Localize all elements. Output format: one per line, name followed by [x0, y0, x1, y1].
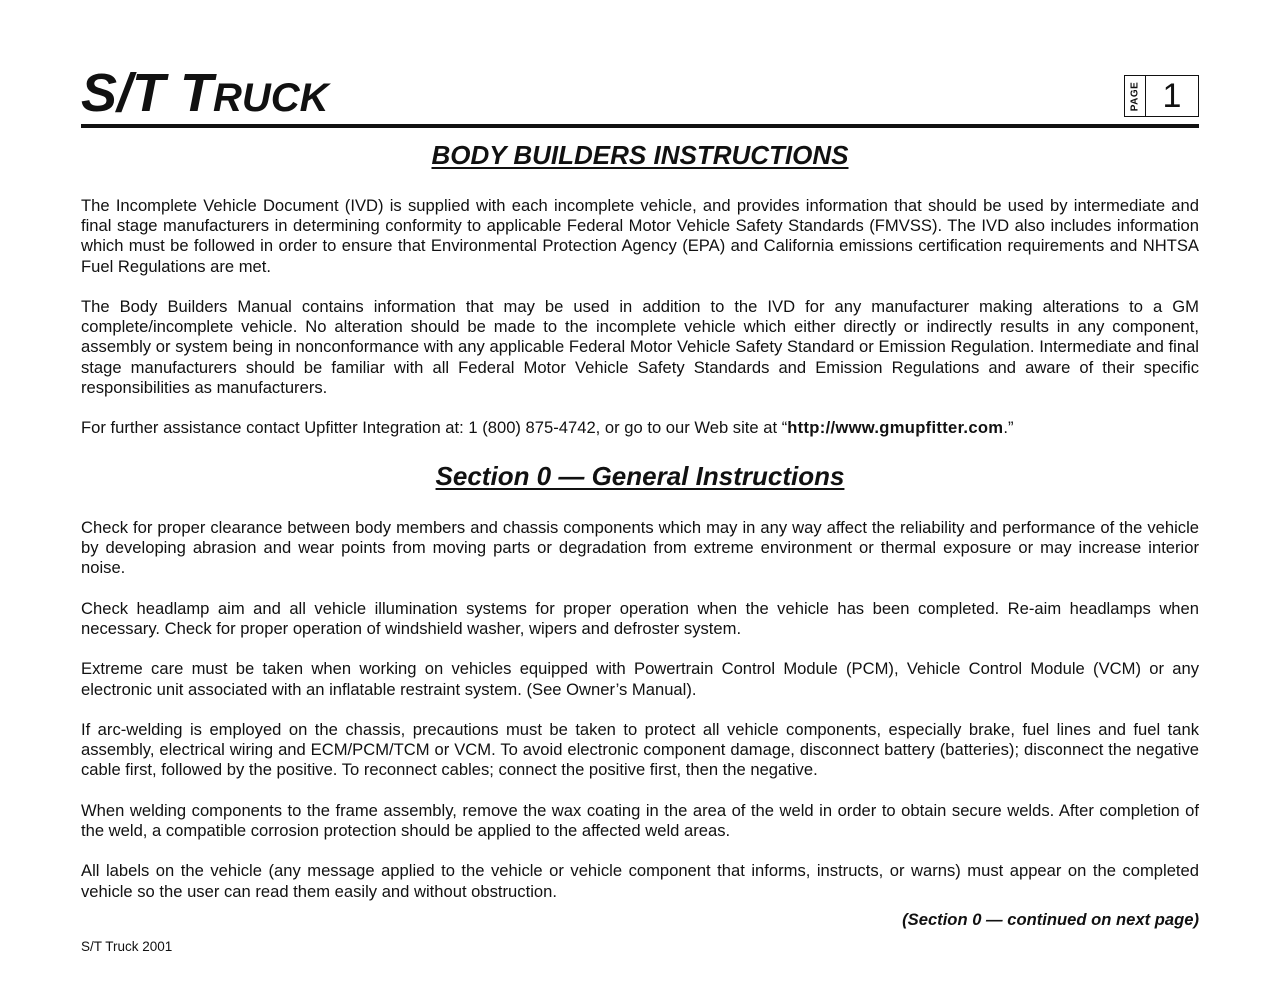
instruction-paragraph: Check headlamp aim and all vehicle illumination systems for proper operation when the vehicle has been completed. Re-aim headlamps when necessary. Check for proper operation of windshield washer, wipers and defroster system. [81, 598, 1199, 638]
contact-prefix: For further assistance contact Upfitter Integration at: 1 (800) 875-4742, or go to our Web site at “ [81, 418, 788, 438]
title-initial-1: S/T [81, 63, 181, 123]
continued-note: (Section 0 — continued on next page) [902, 910, 1199, 929]
intro-body [81, 196, 1199, 438]
title-rule [81, 124, 1199, 128]
contact-paragraph [81, 418, 1199, 438]
page-label-cell [1125, 76, 1146, 116]
instruction-paragraph: When welding components to the frame assembly, remove the wax coating in the area of the weld in order to obtain secure welds. After completion of the weld, a compatible corrosion protection should be applied to the affected weld areas. [81, 800, 1199, 840]
document-title [81, 63, 329, 123]
instruction-paragraph: Check for proper clearance between body members and chassis components which may in any way affect the reliability and performance of the vehicle by developing abrasion and wear points from moving parts or degradation from extreme environment or thermal exposure or may increase interior noise. [81, 518, 1199, 578]
instruction-paragraph: All labels on the vehicle (any message applied to the vehicle or vehicle component that informs, instructs, or warns) must appear on the completed vehicle so the user can read them easily and without obstruction. [81, 861, 1199, 901]
website-link[interactable]: http://www.gmupfitter.com [787, 418, 1004, 438]
title-initial-2: T [180, 63, 214, 123]
intro-paragraph: The Body Builders Manual contains information that may be used in addition to the IVD for any manufacturer making alterations to a GM complete/incomplete vehicle. No alteration should be made to the incomplete vehicle which either directly or indirectly results in any component, assembly or system being in nonconformance with any applicable Federal Motor Vehicle Safety Standard or Emission Regulation. Intermediate and final stage manufacturers should be familiar with all Federal Motor Vehicle Safety Standards and Emission Regulations and aware of their specific responsibilities as manufacturers. [81, 297, 1199, 397]
page-number: 1 [1162, 76, 1182, 115]
title-rest: RUCK [213, 76, 329, 120]
document-page [81, 0, 1199, 989]
contact-suffix: .” [1003, 418, 1014, 438]
intro-heading: BODY BUILDERS INSTRUCTIONS [431, 140, 849, 170]
instruction-paragraph: If arc-welding is employed on the chassis, precautions must be taken to protect all vehicle components, especially brake, fuel lines and fuel tank assembly, electrical wiring and ECM/PCM/TCM or VCM. To avoid electronic component damage, disconnect battery (batteries); disconnect the negative cable first, followed by the positive. To reconnect cables; connect the positive first, then the negative. [81, 719, 1199, 780]
instruction-paragraph: Extreme care must be taken when working on vehicles equipped with Powertrain Control Module (PCM), Vehicle Control Module (VCM) or any electronic unit associated with an inflatable restraint system. (See Owner’s Manual). [81, 659, 1199, 699]
intro-paragraph: The Incomplete Vehicle Document (IVD) is supplied with each incomplete vehicle, and provides information that should be used by intermediate and final stage manufacturers in determining conformity to applicable Federal Motor Vehicle Safety Standards (FMVSS). The IVD also includes information which must be followed in order to ensure that Environmental Protection Agency (EPA) and California emissions certification requirements and NHTSA Fuel Regulations are met. [81, 196, 1199, 276]
page-number-box [1124, 75, 1199, 117]
page-footer: S/T Truck 2001 [81, 939, 173, 954]
section-0-body [81, 518, 1199, 902]
page-label: PAGE [1129, 81, 1141, 111]
section-0-heading: Section 0 — General Instructions [435, 461, 845, 491]
